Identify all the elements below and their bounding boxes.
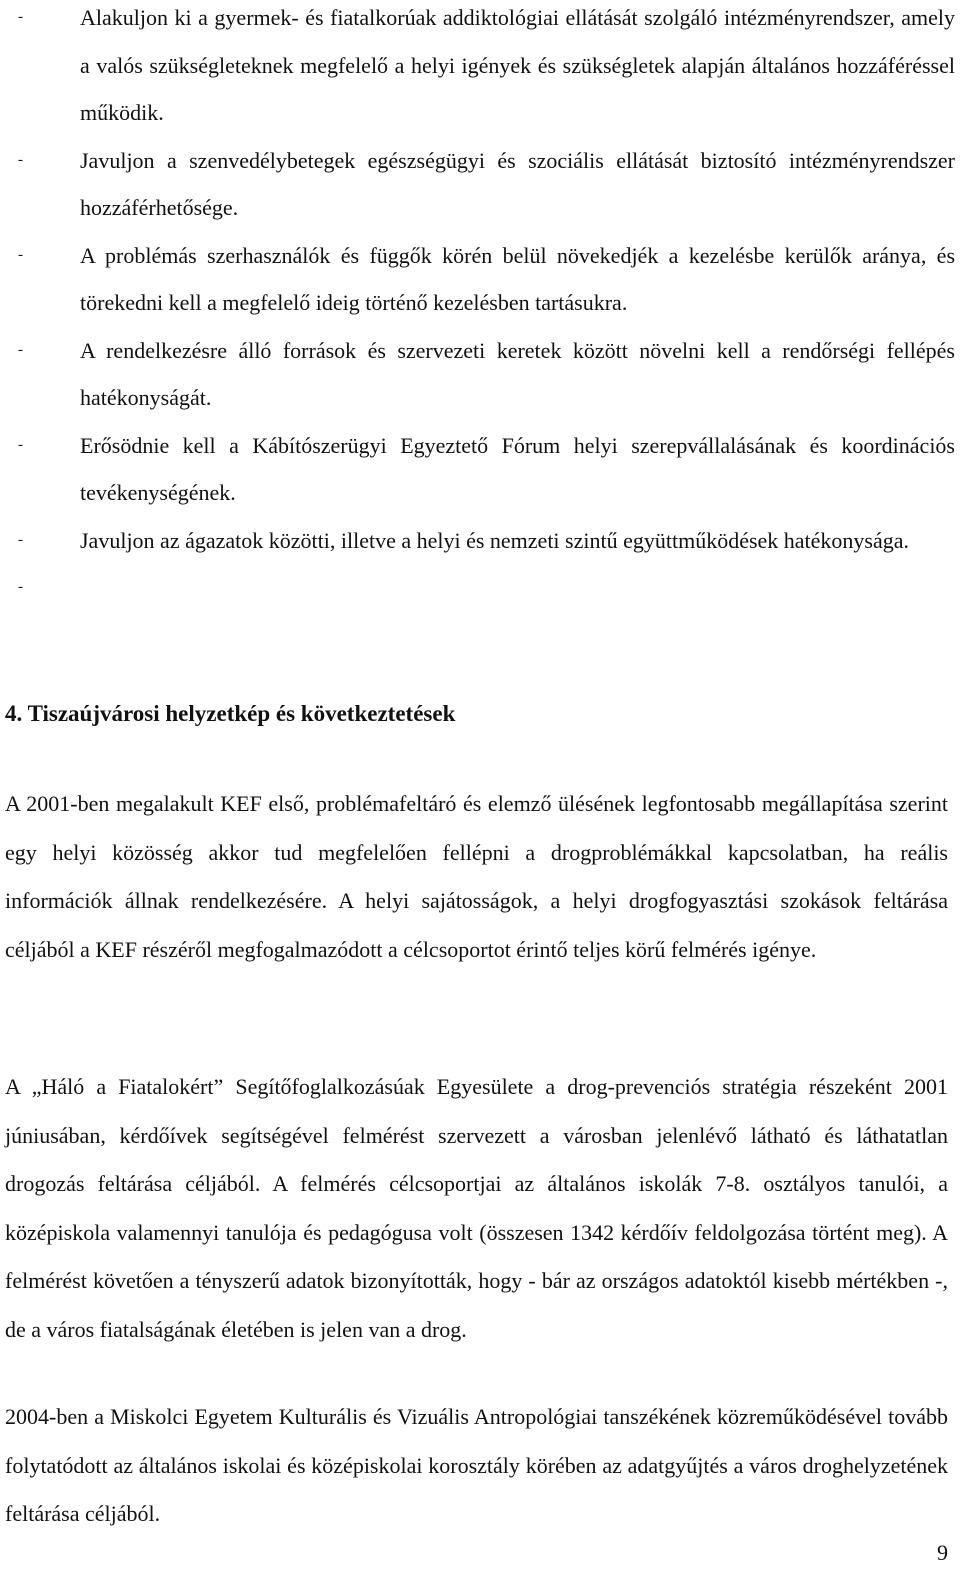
- section-heading: 4. Tiszaújvárosi helyzetkép és következtetések: [5, 701, 456, 726]
- list-item-empty: [0, 564, 960, 612]
- list-item-text: Javuljon a szenvedélybetegek egészségügyi és szociális ellátását biztosító intézményrendszer hozzáférhetősége.: [80, 147, 955, 220]
- list-item-text: Erősödnie kell a Kábítószerügyi Egyeztető Fórum helyi szerepvállalásának és koordinációs tevékenységének.: [80, 432, 955, 505]
- list-item: [0, 0, 960, 137]
- paragraph: 2004-ben a Miskolci Egyetem Kulturális és Vizuális Antropológiai tanszékének közreműködésével tovább folytatódott az általános iskolai és középiskolai korosztály körében az adatgyűjtés a város droghelyzetének feltárása céljából.: [5, 1404, 948, 1526]
- list-item: [0, 422, 960, 517]
- dash-marker: -: [18, 341, 23, 358]
- paragraph: A „Háló a Fiatalokért” Segítőfoglalkozásúak Egyesülete a drog-prevenciós stratégia részeként 2001 júniusában, kérdőívek segítségével felmérést szervezett a városban jelenlévő látható és láthatatlan drogozás feltárása céljából. A felmérés célcsoportjai az általános iskolák 7-8. osztályos tanulói, a középiskola valamennyi tanulója és pedagógusa volt (összesen 1342 kérdőív feldolgozása történt meg). A felmérést követően a tényszerű adatok bizonyították, hogy - bár az országos adatoktól kisebb mértékben -, de a város fiatalságának életében is jelen van a drog.: [5, 1074, 948, 1342]
- dash-marker: -: [18, 531, 23, 548]
- list-item-text: Javuljon az ágazatok közötti, illetve a helyi és nemzeti szintű együttműködések hatékonysága.: [80, 527, 910, 553]
- list-item-text: Alakuljon ki a gyermek- és fiatalkorúak addiktológiai ellátását szolgáló intézményrendszer, amely a valós szükségleteknek megfelelő a helyi igények és szükségletek alapján általános hozzáféréssel működik.: [80, 5, 955, 125]
- paragraph: A 2001-ben megalakult KEF első, problémafeltáró és elemző ülésének legfontosabb megállapítása szerint egy helyi közösség akkor tud megfelelően fellépni a drogproblémákkal kapcsolatban, ha reális információk állnak rendelkezésére. A helyi sajátosságok, a helyi drogfogyasztási szokások feltárása céljából a KEF részéről megfogalmazódott a célcsoportot érintő teljes körű felmérés igénye.: [5, 791, 948, 962]
- dash-marker: -: [18, 151, 23, 168]
- list-item-text: A rendelkezésre álló források és szervezeti keretek között növelni kell a rendőrségi fellépés hatékonyságát.: [80, 337, 955, 410]
- list-item: [0, 137, 960, 232]
- list-item-text: A problémás szerhasználók és függők körén belül növekedjék a kezelésbe kerülők aránya, és törekedni kell a megfelelő ideig történő kezelésben tartásukra.: [80, 242, 955, 315]
- dash-marker: -: [18, 9, 23, 25]
- dash-marker: -: [18, 246, 23, 263]
- list-item: [0, 517, 960, 565]
- list-item: [0, 327, 960, 422]
- dash-marker: -: [18, 436, 23, 453]
- list-item-text: [80, 575, 86, 600]
- dash-marker: -: [18, 579, 23, 595]
- list-item: [0, 232, 960, 327]
- page-number: 9: [937, 1540, 948, 1565]
- goals-list: [0, 0, 960, 612]
